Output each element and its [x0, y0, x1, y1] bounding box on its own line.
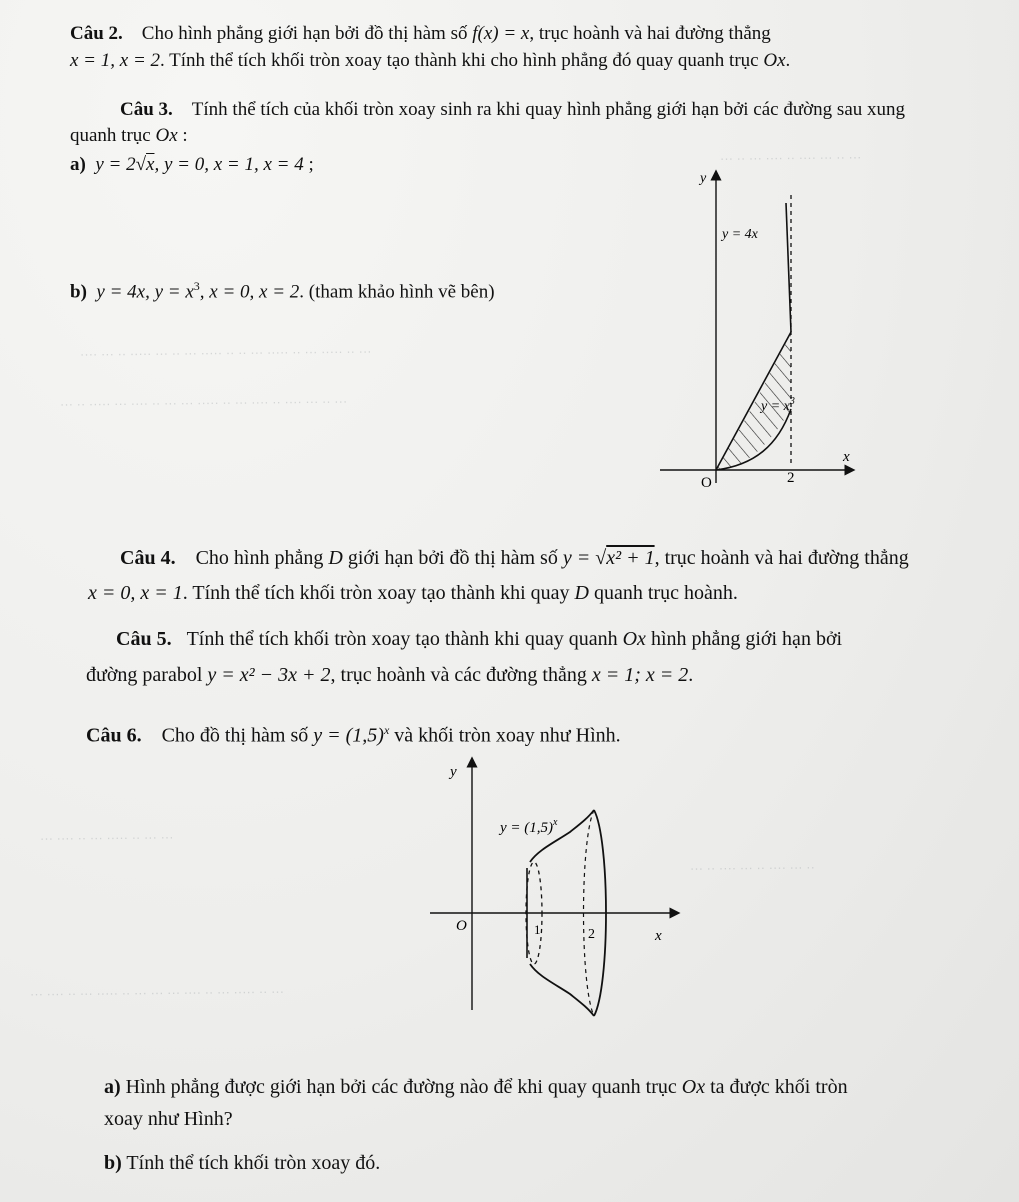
q6-x-label: x [655, 928, 662, 944]
bleed-through-text: ··· ·· ···· ··· ·· ···· ··· ·· [689, 859, 815, 876]
q3b-y-label: y [700, 171, 707, 186]
q6-part-a-line2: xoay như Hình? [104, 1108, 233, 1130]
bleed-through-text: ··· ···· ·· ··· ····· ·· ··· ··· ··· ···· ·· ··· ····· ·· ··· [29, 983, 285, 1002]
q6-curve-label: $y = (1,5)^x$ [500, 817, 558, 836]
q4-label: Câu 4. [120, 547, 176, 569]
q6-figure [430, 750, 700, 1050]
curve-label-x3: $y = x^3$ [761, 396, 795, 414]
q5-label: Câu 5. [116, 628, 172, 650]
q3-label: Câu 3. [120, 99, 173, 120]
q6-part-b: b) Tính thể tích khối tròn xoay đó. [104, 1152, 381, 1174]
bleed-through-text: ···· ··· ·· ····· ··· ·· ··· ····· ·· ·· ··· ····· ·· ··· ····· ·· ··· [79, 343, 372, 362]
q6-line1: Câu 6. Cho đồ thị hàm số $y = (1,5)^x$ và khối tròn xoay như Hình. [86, 723, 621, 747]
q6-origin-label: O [456, 918, 467, 934]
q6-label: Câu 6. [86, 724, 142, 747]
q5-line1: Câu 5. Tính thể tích khối tròn xoay tạo thành khi quay quanh Ox hình phẳng giới hạn bởi [116, 628, 843, 650]
q3b-figure [660, 165, 860, 495]
curve-y-4x-ext [786, 203, 791, 332]
bleed-through-text: ··· ·· ··· ···· ·· ···· ··· ·· ··· [719, 149, 862, 166]
q3-line1: Câu 3. Tính thể tích của khối tròn xoay sinh ra khi quay hình phẳng giới hạn bởi các đường sau xung [120, 99, 906, 120]
q6-tick-2: 2 [588, 927, 595, 942]
bleed-through-text: ··· ···· ·· ··· ····· ·· ··· ··· [39, 829, 174, 846]
q4-line1: Câu 4. Cho hình phẳng D giới hạn bởi đồ thị hàm số y = √x² + 1, trục hoành và hai đường thẳng [120, 547, 909, 569]
q3-part-b: b) y = 4x, $y = x^3$, x = 0, x = 2. (tham khảo hình vẽ bên) [70, 279, 495, 303]
solid-top-curve [530, 810, 594, 862]
q6-tick-1: 1 [534, 922, 541, 937]
q2-label: Câu 2. [70, 23, 123, 44]
q2-line1: Câu 2. Cho hình phẳng giới hạn bởi đồ thị hàm số f(x) = x, trục hoành và hai đường thẳng [70, 23, 771, 44]
q5-line2: đường parabol y = x² − 3x + 2, trục hoành và các đường thẳng x = 1; x = 2. [86, 664, 694, 686]
q6-part-a-line1: a) Hình phẳng được giới hạn bởi các đường nào để khi quay quanh trục Ox ta được khối tròn [104, 1076, 848, 1098]
q3b-origin-label: O [701, 475, 712, 491]
q3-part-a: a) y = 2√x, y = 0, x = 1, x = 4 ; [70, 154, 314, 175]
q3b-tick-2: 2 [787, 470, 795, 486]
bleed-through-text: ··· ·· ····· ··· ···· ·· ··· ··· ····· ·· ··· ···· ·· ···· ··· ·· ··· [59, 393, 348, 412]
q2-line2: x = 1, x = 2. Tính thể tích khối tròn xoay tạo thành khi cho hình phẳng đó quay quanh trục Ox. [70, 50, 791, 71]
q6-y-label: y [450, 764, 457, 780]
curve-label-4x: y = 4x [722, 227, 758, 242]
q4-line2: x = 0, x = 1. Tính thể tích khối tròn xoay tạo thành khi quay D quanh trục hoành. [88, 582, 738, 604]
q3b-x-label: x [843, 449, 850, 465]
q3-line2: quanh trục Ox : [70, 125, 188, 146]
solid-bottom-curve [530, 964, 594, 1016]
